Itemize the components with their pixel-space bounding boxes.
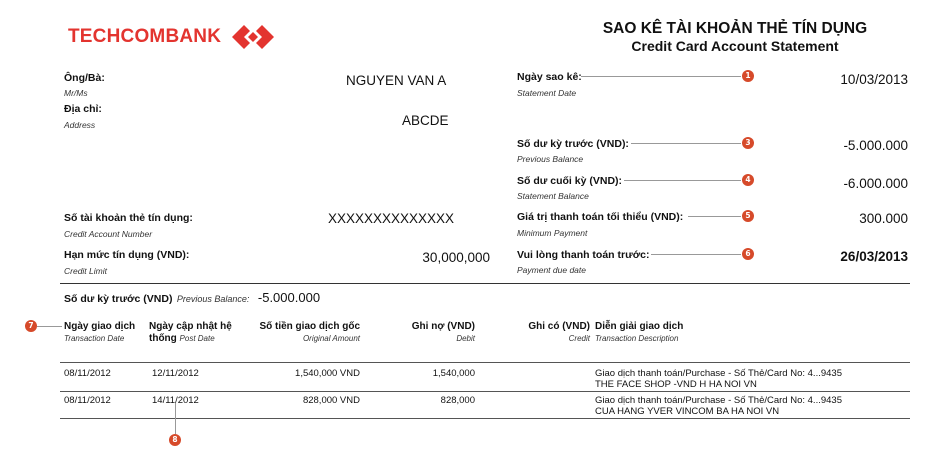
col-header-post-date-vi-2: thống [149,333,177,344]
statement-title [560,20,910,54]
statement-balance-label-en: Statement Balance [517,191,589,201]
minimum-payment-label: Giá trị thanh toán tối thiểu (VND): [517,211,684,223]
leader-line-3 [631,143,741,144]
col-header-trans-date [64,321,135,345]
prev-balance-line-label-en: Previous Balance: [176,294,250,304]
leader-line-5 [688,216,741,217]
col-header-desc-vi: Diễn giải giao dịch [595,321,684,332]
account-label: Số tài khoản thẻ tín dụng: [64,212,193,224]
minimum-payment-label-en: Minimum Payment [517,228,588,238]
limit-label-en: Credit Limit [64,266,107,276]
statement-date-label-en: Statement Date [517,88,577,98]
table-row-2-desc-line-1: Giao dịch thanh toán/Purchase - Số Thẻ/Card No: 4...9435 [595,395,842,406]
leader-line-1 [581,76,741,77]
table-row-1-desc-line-2: THE FACE SHOP -VND H HA NOI VN [595,379,757,390]
account-number: XXXXXXXXXXXXXX [328,211,455,226]
table-row-2-desc-line-2: CUA HANG YVER VINCOM BA HA NOI VN [595,406,780,417]
callout-badge-6: 6 [742,248,754,260]
col-header-original-en: Original Amount [302,334,360,343]
table-row-2-original: 828,000 VND [302,395,360,406]
account-label-en: Credit Account Number [64,229,153,239]
table-row-1-original: 1,540,000 VND [295,368,360,379]
credit-limit: 30,000,000 [422,250,490,265]
col-header-debit-vi: Ghi nợ (VND) [411,321,475,332]
col-header-debit [385,321,475,345]
address-label: Địa chỉ: [64,103,102,115]
limit-label: Hạn mức tín dụng (VND): [64,249,190,261]
prev-balance-line-value: -5.000.000 [257,290,321,305]
brand-logo [68,24,221,50]
previous-balance-value: -5.000.000 [843,138,908,153]
col-header-post-date [149,321,232,345]
name-label: Ông/Bà: [64,72,105,84]
payment-due-label: Vui lòng thanh toán trước: [517,249,650,261]
table-row-2-desc [595,395,842,417]
table-row-2-debit: 828,000 [440,395,475,406]
payment-due-value: 26/03/2013 [840,249,908,264]
statement-date-value: 10/03/2013 [840,72,908,87]
table-row-1-desc-line-1: Giao dịch thanh toán/Purchase - Số Thẻ/Card No: 4...9435 [595,368,842,379]
address-label-en: Address [64,120,96,130]
callout-badge-3: 3 [742,137,754,149]
diamond-logo-icon [231,24,275,50]
section-divider [60,283,910,284]
brand-name: TECHCOMBANK [68,26,222,47]
customer-name: NGUYEN VAN A [346,73,447,88]
name-label-en: Mr/Ms [64,88,88,98]
table-row-1-trans-date: 08/11/2012 [64,368,111,379]
col-header-post-date-vi-1: Ngày cập nhật hệ [149,321,232,332]
col-header-trans-date-en: Transaction Date [64,334,125,343]
table-row-1-desc [595,368,842,390]
customer-address: ABCDE [402,113,449,128]
statement-date-label: Ngày sao kê: [517,71,582,83]
table-row-2-post-date: 14/11/2012 [152,395,199,406]
leader-line-7 [37,326,62,327]
callout-badge-1: 1 [742,70,754,82]
prev-balance-line-label: Số dư kỳ trước (VND) [64,293,173,305]
col-header-post-date-en: Post Date [179,334,215,343]
callout-badge-4: 4 [742,174,754,186]
table-bottom-divider [60,418,910,419]
callout-badge-5: 5 [742,210,754,222]
leader-line-8 [175,403,176,434]
table-row-1-debit: 1,540,000 [432,368,475,379]
col-header-desc-en: Transaction Description [595,334,679,343]
callout-badge-7: 7 [25,320,37,332]
statement-balance-label: Số dư cuối kỳ (VND): [517,175,623,187]
col-header-original-vi: Số tiền giao dịch gốc [259,321,360,332]
callout-badge-8: 8 [169,434,181,446]
table-row-2-trans-date: 08/11/2012 [64,395,111,406]
payment-due-label-en: Payment due date [517,265,586,275]
previous-balance-label: Số dư kỳ trước (VND): [517,138,629,150]
previous-balance-label-en: Previous Balance [517,154,584,164]
col-header-credit [500,321,590,345]
leader-line-4 [624,180,741,181]
col-header-trans-date-vi: Ngày giao dịch [64,321,136,332]
table-row-1-post-date: 12/11/2012 [152,368,199,379]
statement-balance-value: -6.000.000 [843,176,908,191]
table-header-divider [60,362,910,363]
title-en: Credit Card Account Statement [631,38,839,54]
minimum-payment-value: 300.000 [859,211,908,226]
col-header-debit-en: Debit [456,334,475,343]
col-header-credit-vi: Ghi có (VND) [528,321,590,332]
col-header-credit-en: Credit [568,334,590,343]
previous-balance-line [64,289,320,307]
table-row-divider [60,391,910,392]
col-header-original [240,321,360,345]
leader-line-6 [651,254,741,255]
title-vi: SAO KÊ TÀI KHOẢN THẺ TÍN DỤNG [602,20,868,37]
col-header-desc [595,321,683,345]
